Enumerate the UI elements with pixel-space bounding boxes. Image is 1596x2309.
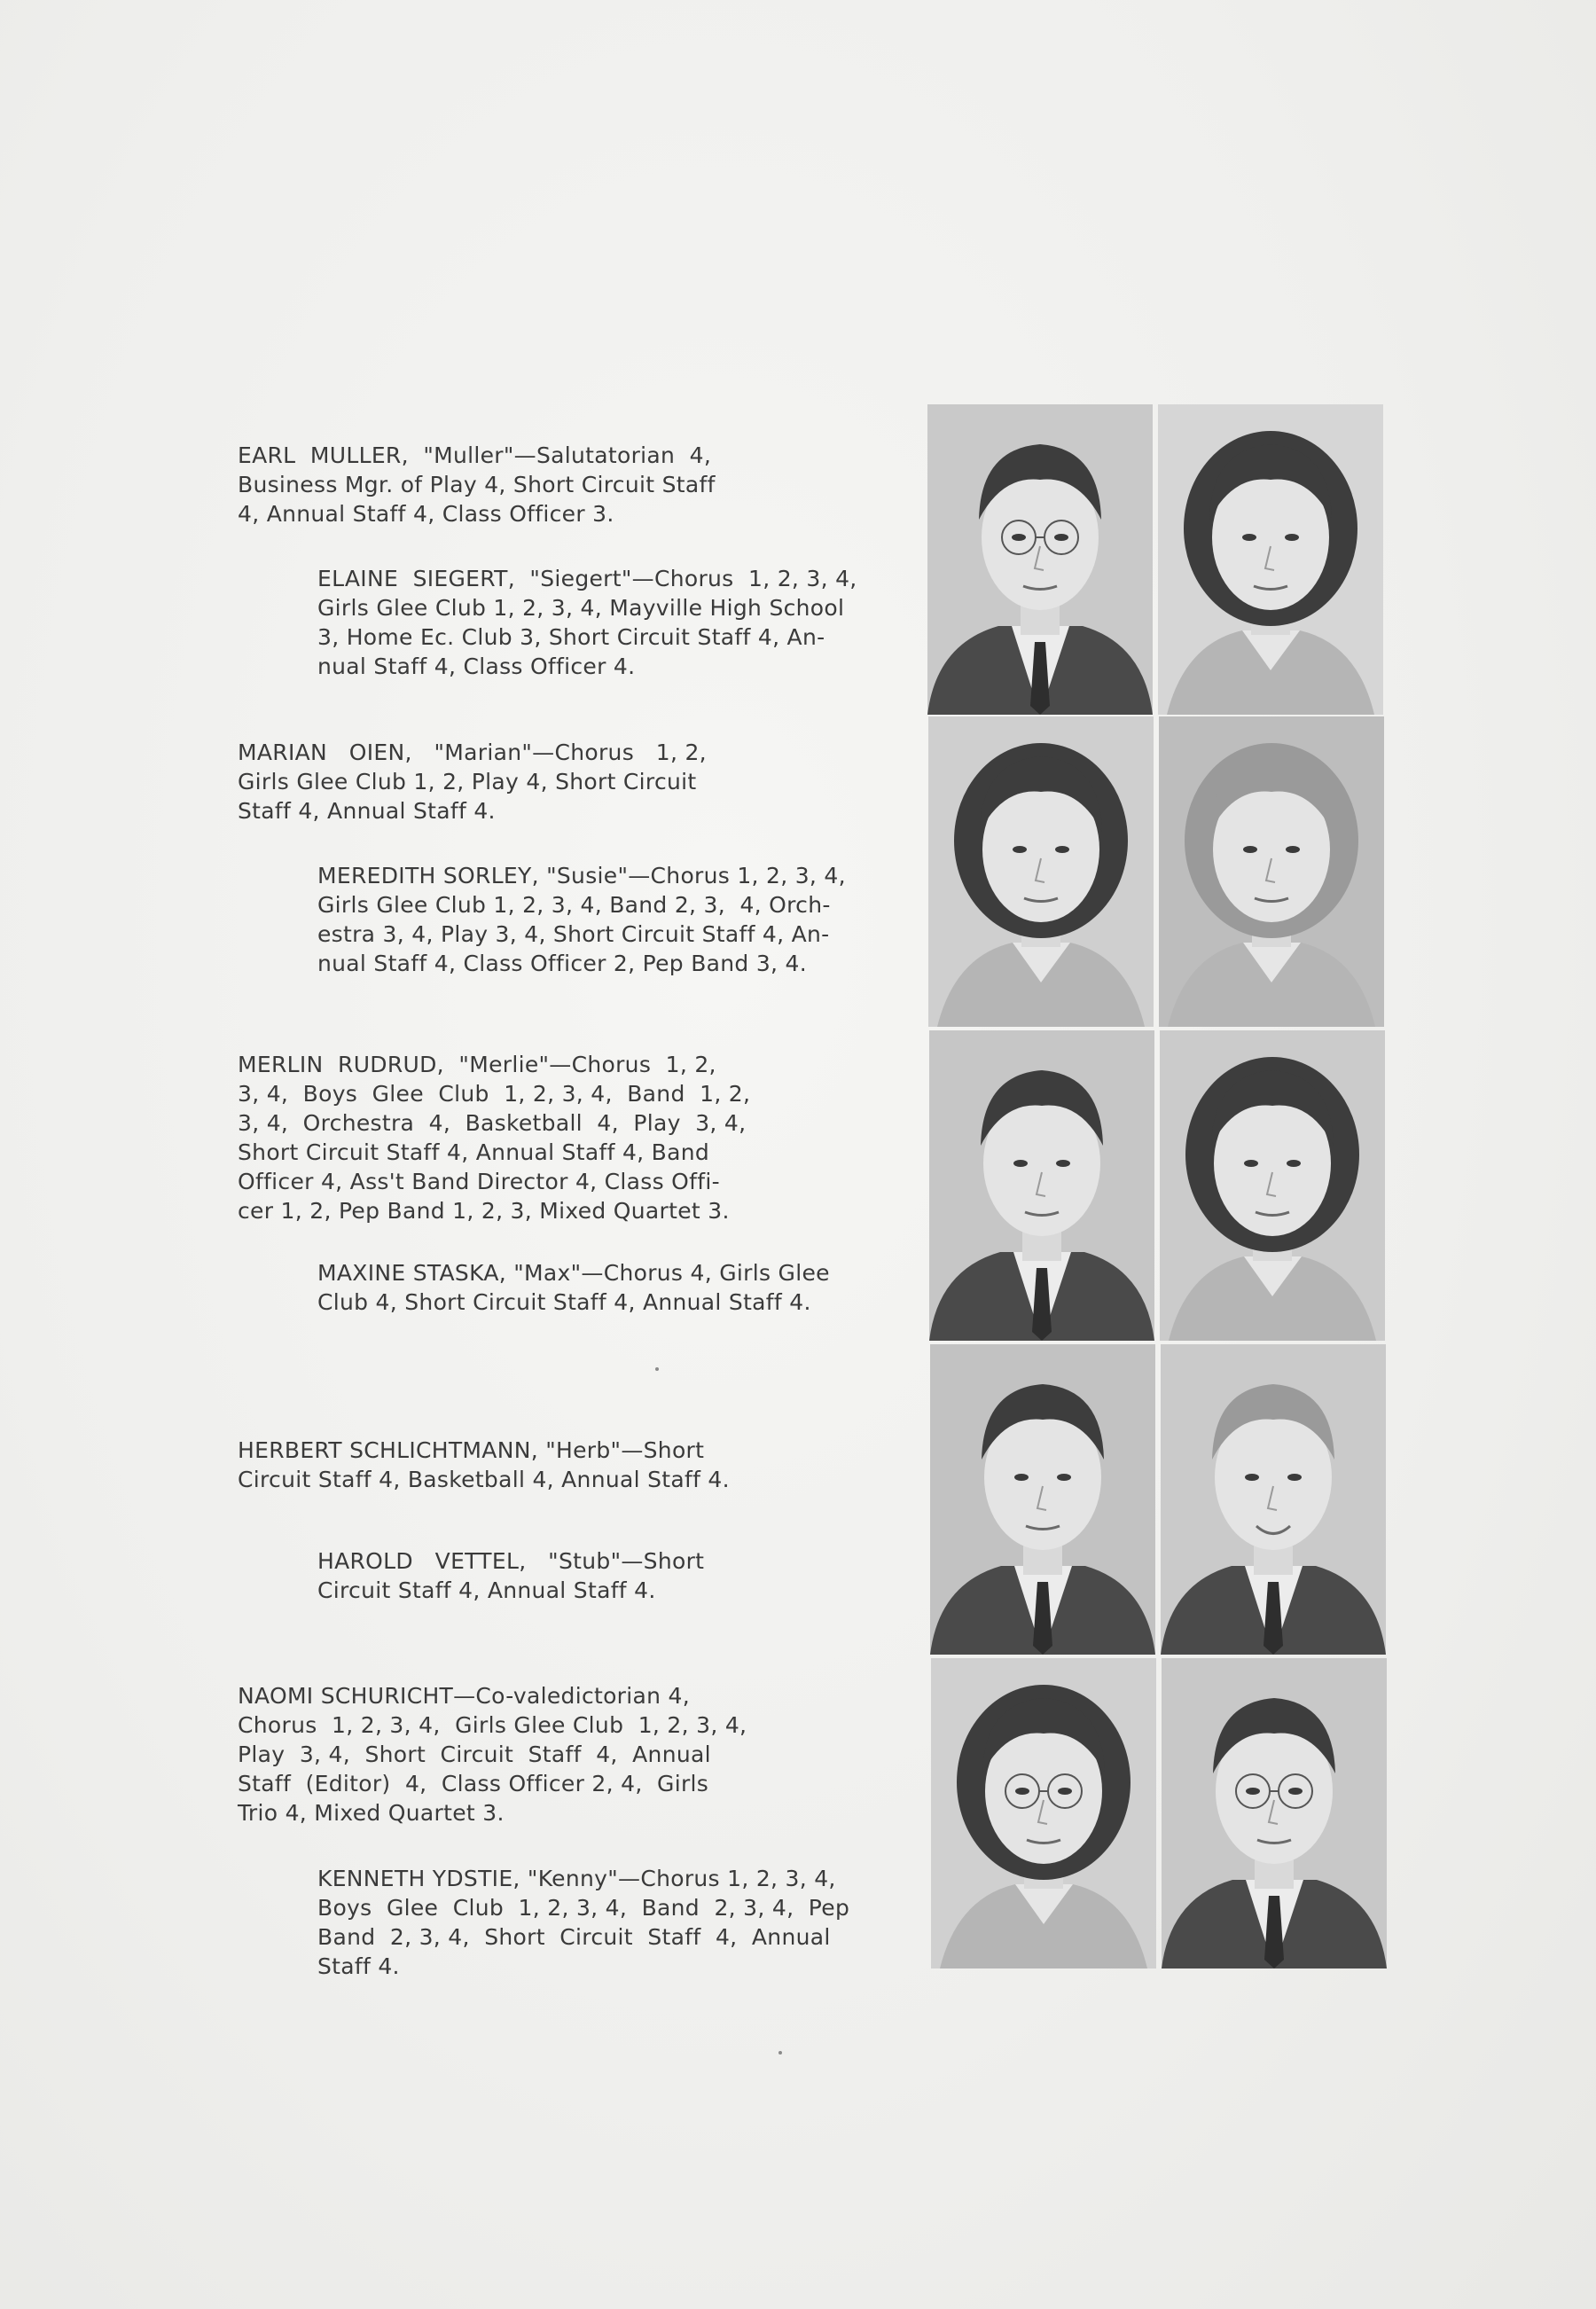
portrait-photo [1159,716,1384,1027]
bio-line: MERLIN RUDRUD, "Merlie"—Chorus 1, 2, [238,1052,716,1077]
paper-speck [778,2051,782,2055]
portrait-photo [927,404,1153,715]
portrait-photo [931,1658,1156,1969]
bio-earl-muller [238,441,716,528]
portrait-photo [930,1344,1155,1655]
portrait-photo [928,716,1154,1027]
bio-line: Officer 4, Ass't Band Director 4, Class Offi- [238,1169,720,1194]
portrait-photo [929,1030,1154,1341]
portrait-photo [1158,404,1383,715]
bio-line: NAOMI SCHURICHT—Co-valedictorian 4, [238,1683,690,1709]
bio-line: Business Mgr. of Play 4, Short Circuit Staff [238,472,716,497]
bio-line: Staff 4. [317,1953,400,1979]
bio-line: Band 2, 3, 4, Short Circuit Staff 4, Annual [317,1924,831,1950]
bio-line: Club 4, Short Circuit Staff 4, Annual Staff 4. [317,1289,811,1315]
bio-line: KENNETH YDSTIE, "Kenny"—Chorus 1, 2, 3, 4, [317,1866,836,1891]
bio-line: 4, Annual Staff 4, Class Officer 3. [238,501,614,527]
bio-line: ELAINE SIEGERT, "Siegert"—Chorus 1, 2, 3, 4, [317,566,857,591]
bio-line: 3, Home Ec. Club 3, Short Circuit Staff 4, An- [317,624,825,650]
bio-line: Circuit Staff 4, Basketball 4, Annual Staff 4. [238,1467,730,1492]
bio-line: Trio 4, Mixed Quartet 3. [238,1800,505,1826]
bio-line: MARIAN OIEN, "Marian"—Chorus 1, 2, [238,740,707,765]
bio-line: 3, 4, Boys Glee Club 1, 2, 3, 4, Band 1, 2, [238,1081,751,1107]
bio-line: estra 3, 4, Play 3, 4, Short Circuit Staff 4, An- [317,921,830,947]
bio-elaine-siegert [317,564,857,681]
bio-line: Staff 4, Annual Staff 4. [238,798,496,824]
bio-kenneth-ydstie [317,1864,849,1981]
portrait-photo [1160,1030,1385,1341]
bio-herbert-schlichtmann [238,1436,730,1494]
bio-maxine-staska [317,1258,830,1317]
bio-line: MEREDITH SORLEY, "Susie"—Chorus 1, 2, 3, 4, [317,863,846,888]
bio-line: HAROLD VETTEL, "Stub"—Short [317,1548,705,1574]
bio-line: MAXINE STASKA, "Max"—Chorus 4, Girls Glee [317,1260,830,1286]
bio-line: Circuit Staff 4, Annual Staff 4. [317,1577,656,1603]
portrait-photo [1161,1344,1386,1655]
bio-line: nual Staff 4, Class Officer 2, Pep Band 3, 4. [317,951,808,976]
bio-line: Girls Glee Club 1, 2, 3, 4, Mayville High School [317,595,845,621]
bio-line: Play 3, 4, Short Circuit Staff 4, Annual [238,1742,711,1767]
bio-naomi-schuricht [238,1681,747,1828]
bio-line: Boys Glee Club 1, 2, 3, 4, Band 2, 3, 4, Pep [317,1895,850,1921]
bio-marian-oien [238,738,707,826]
bio-line: Girls Glee Club 1, 2, 3, 4, Band 2, 3, 4, Orch- [317,892,831,918]
bio-line: Short Circuit Staff 4, Annual Staff 4, Band [238,1139,710,1165]
bio-line: HERBERT SCHLICHTMANN, "Herb"—Short [238,1437,705,1463]
bio-line: Girls Glee Club 1, 2, Play 4, Short Circuit [238,769,697,794]
bio-line: EARL MULLER, "Muller"—Salutatorian 4, [238,442,712,468]
bio-harold-vettel [317,1546,704,1605]
bio-line: nual Staff 4, Class Officer 4. [317,654,636,679]
bio-merlin-rudrud [238,1050,750,1225]
bio-meredith-sorley [317,861,846,978]
portrait-photo [1162,1658,1387,1969]
bio-line: Chorus 1, 2, 3, 4, Girls Glee Club 1, 2, 3, 4, [238,1712,747,1738]
bio-line: 3, 4, Orchestra 4, Basketball 4, Play 3, 4, [238,1110,747,1136]
paper-speck [655,1367,659,1371]
bio-line: Staff (Editor) 4, Class Officer 2, 4, Girls [238,1771,709,1796]
bio-line: cer 1, 2, Pep Band 1, 2, 3, Mixed Quartet 3. [238,1198,730,1224]
